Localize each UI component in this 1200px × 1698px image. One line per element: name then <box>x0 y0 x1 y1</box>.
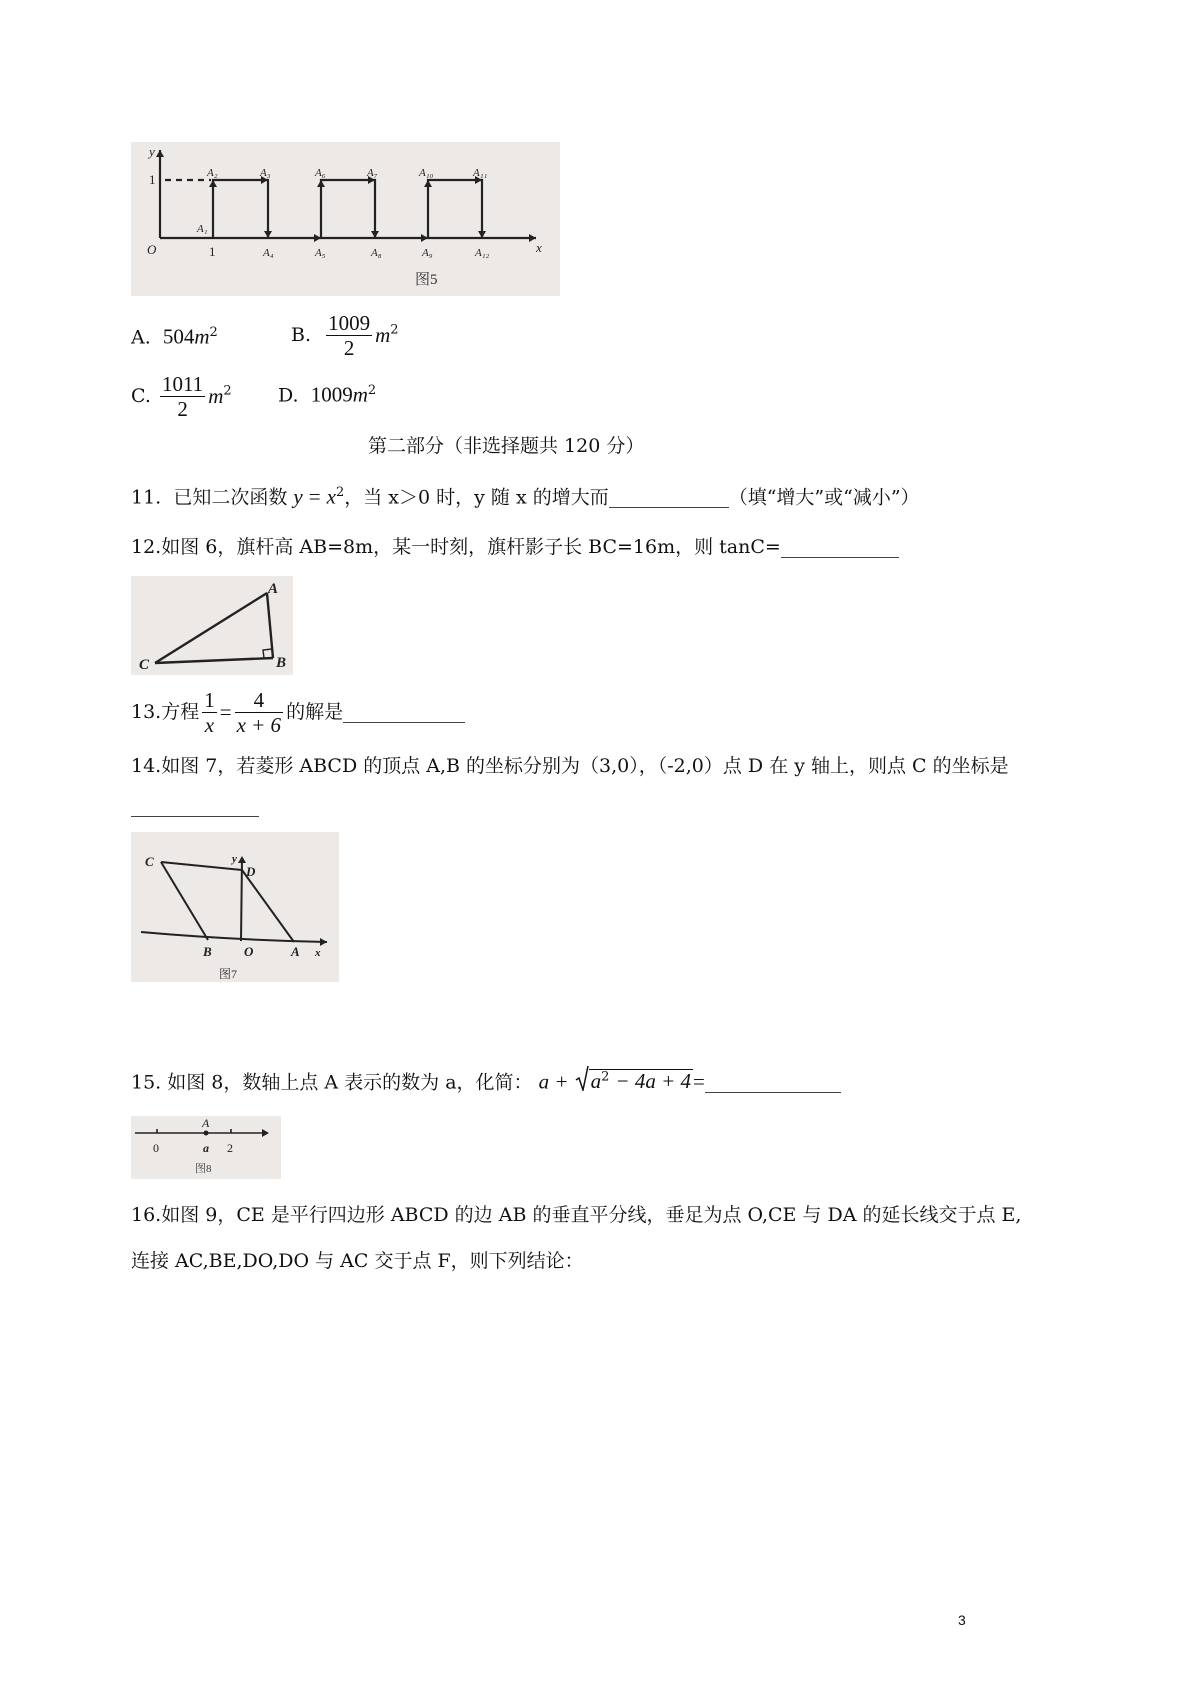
option-d-label: D. <box>278 384 299 407</box>
option-b-denominator: 2 <box>343 336 355 361</box>
fig8-label-a: a <box>203 1141 209 1155</box>
section-title: 第二部分（非选择题共 120 分） <box>368 435 645 457</box>
fig5-point-A5: A₅ <box>315 247 326 259</box>
option-a-label: A. <box>131 326 151 349</box>
q13-left-fraction <box>202 688 217 737</box>
fig5-point-A10: A₁₀ <box>419 167 434 179</box>
question-13 <box>131 688 465 737</box>
q15-equals: = <box>693 1069 705 1094</box>
option-d-value: 1009 <box>310 382 353 407</box>
fig5-point-A7: A₇ <box>367 167 378 179</box>
fig5-y-tick: 1 <box>149 172 156 187</box>
q13-right-fraction <box>235 688 284 737</box>
option-d-exp: 2 <box>367 383 377 398</box>
fig7-label-b: B <box>203 944 212 959</box>
fig7-label-c: C <box>145 854 154 869</box>
option-c <box>131 372 232 421</box>
fig7-label-d: D <box>246 864 256 879</box>
fig5-point-A9: A₉ <box>422 247 433 259</box>
option-a <box>131 326 218 347</box>
fig7-caption: 图7 <box>219 967 238 981</box>
fig5-x-label: x <box>536 240 542 255</box>
q14-answer-blank[interactable] <box>131 800 259 817</box>
figure-8 <box>131 1116 281 1179</box>
option-a-value: 504 <box>162 324 195 349</box>
fig8-label-point-a: A <box>202 1116 210 1130</box>
fig8-caption: 图8 <box>195 1163 212 1175</box>
fig6-label-b: B <box>276 655 287 671</box>
q11-formula-exp: 2 <box>335 485 345 500</box>
q14-text: 14.如图 7，若菱形 ABCD 的顶点 A,B 的坐标分别为（3,0），（-2,0）点 D 在 y 轴上，则点 C 的坐标是 <box>131 755 1009 777</box>
option-c-label: C. <box>131 385 151 408</box>
q13-suffix: 的解是 <box>286 701 344 724</box>
q15-radicand-rest: − 4a + 4 <box>615 1069 691 1094</box>
q15-answer-blank[interactable] <box>705 1073 841 1093</box>
fig5-point-A11: A₁₁ <box>473 167 488 179</box>
option-b-unit: m <box>375 323 391 348</box>
fig5-origin: O <box>147 242 157 257</box>
q15-prefix: 15. 如图 8，数轴上点 A 表示的数为 a，化简： <box>131 1071 533 1094</box>
q13-left-denominator: x <box>204 713 215 738</box>
fig8-label-two: 2 <box>227 1141 233 1155</box>
q15-radicand-a: a <box>590 1069 602 1094</box>
q11-suffix: ，当 x＞0 时，y 随 x 的增大而 <box>344 486 609 509</box>
q13-equals: = <box>219 700 232 725</box>
fig7-label-y: y <box>232 853 237 865</box>
page-number: 3 <box>958 1612 966 1628</box>
fig5-point-A2: A₂ <box>207 167 218 179</box>
q11-formula-eq: = <box>308 484 321 509</box>
option-b-exp: 2 <box>390 322 399 338</box>
option-c-numerator: 1011 <box>161 372 204 396</box>
q13-left-numerator: 1 <box>204 688 215 712</box>
option-c-denominator: 2 <box>177 397 188 422</box>
q11-prefix: 已知二次函数 <box>173 486 288 509</box>
q13-right-numerator: 4 <box>235 688 284 713</box>
question-12 <box>131 538 899 558</box>
option-b-label: B. <box>291 324 312 347</box>
option-b-numerator: 1009 <box>328 311 371 335</box>
fig5-point-A3: A₃ <box>260 167 271 179</box>
q11-number: 11. <box>131 486 162 509</box>
fig5-caption: 图5 <box>415 272 438 288</box>
question-11 <box>131 486 920 508</box>
q15-radical-sign <box>575 1065 589 1091</box>
fig7-label-a: A <box>291 944 300 959</box>
q15-radicand-exp: 2 <box>601 1070 610 1085</box>
q13-prefix: 13.方程 <box>131 701 200 724</box>
question-15 <box>131 1071 841 1093</box>
q12-text: 12.如图 6，旗杆高 AB=8m，某一时刻，旗杆影子长 BC=16m，则 tanC= <box>131 536 781 558</box>
option-b <box>291 311 399 360</box>
option-a-exp: 2 <box>209 325 218 340</box>
q13-right-denominator: x + 6 <box>236 713 282 738</box>
fig5-y-label: y <box>149 144 155 159</box>
option-c-exp: 2 <box>223 383 232 399</box>
q11-hint: （填“增大”或“减小”） <box>728 486 920 509</box>
fig5-point-A1: A₁ <box>197 223 208 235</box>
figure-5 <box>131 142 560 296</box>
q12-answer-blank[interactable] <box>781 538 899 558</box>
fig5-point-A12: A₁₂ <box>475 247 490 259</box>
fig5-x-tick: 1 <box>209 244 216 259</box>
fig6-label-c: C <box>139 657 150 673</box>
option-c-unit: m <box>208 384 224 409</box>
fig8-label-zero: 0 <box>153 1141 159 1155</box>
fig7-label-x: x <box>315 947 321 959</box>
figure-6 <box>131 576 293 675</box>
q15-expr-a: a + <box>538 1069 569 1094</box>
q15-radical <box>575 1071 693 1092</box>
option-d <box>278 384 376 405</box>
option-c-fraction <box>160 372 205 421</box>
figure-7 <box>131 832 339 982</box>
option-d-unit: m <box>352 382 368 407</box>
question-16-line-2: 连接 AC,BE,DO,DO 与 AC 交于点 F，则下列结论： <box>131 1250 584 1272</box>
fig5-point-A6: A₆ <box>315 167 326 179</box>
question-16-line-1: 16.如图 9，CE 是平行四边形 ABCD 的边 AB 的垂直平分线，垂足为点 O,CE 与 DA 的延长线交于点 E, <box>131 1204 1022 1226</box>
q11-answer-blank[interactable] <box>609 488 729 508</box>
fig6-label-a: A <box>268 581 279 597</box>
q11-formula-x: x <box>326 484 336 509</box>
option-b-fraction <box>326 311 372 360</box>
question-14 <box>131 757 1009 776</box>
q11-formula-y: y <box>293 484 303 509</box>
q13-answer-blank[interactable] <box>343 703 465 723</box>
option-a-unit: m <box>194 324 210 349</box>
fig5-point-A4: A₄ <box>263 247 274 259</box>
fig7-label-o: O <box>244 944 254 959</box>
fig5-point-A8: A₈ <box>371 247 382 259</box>
